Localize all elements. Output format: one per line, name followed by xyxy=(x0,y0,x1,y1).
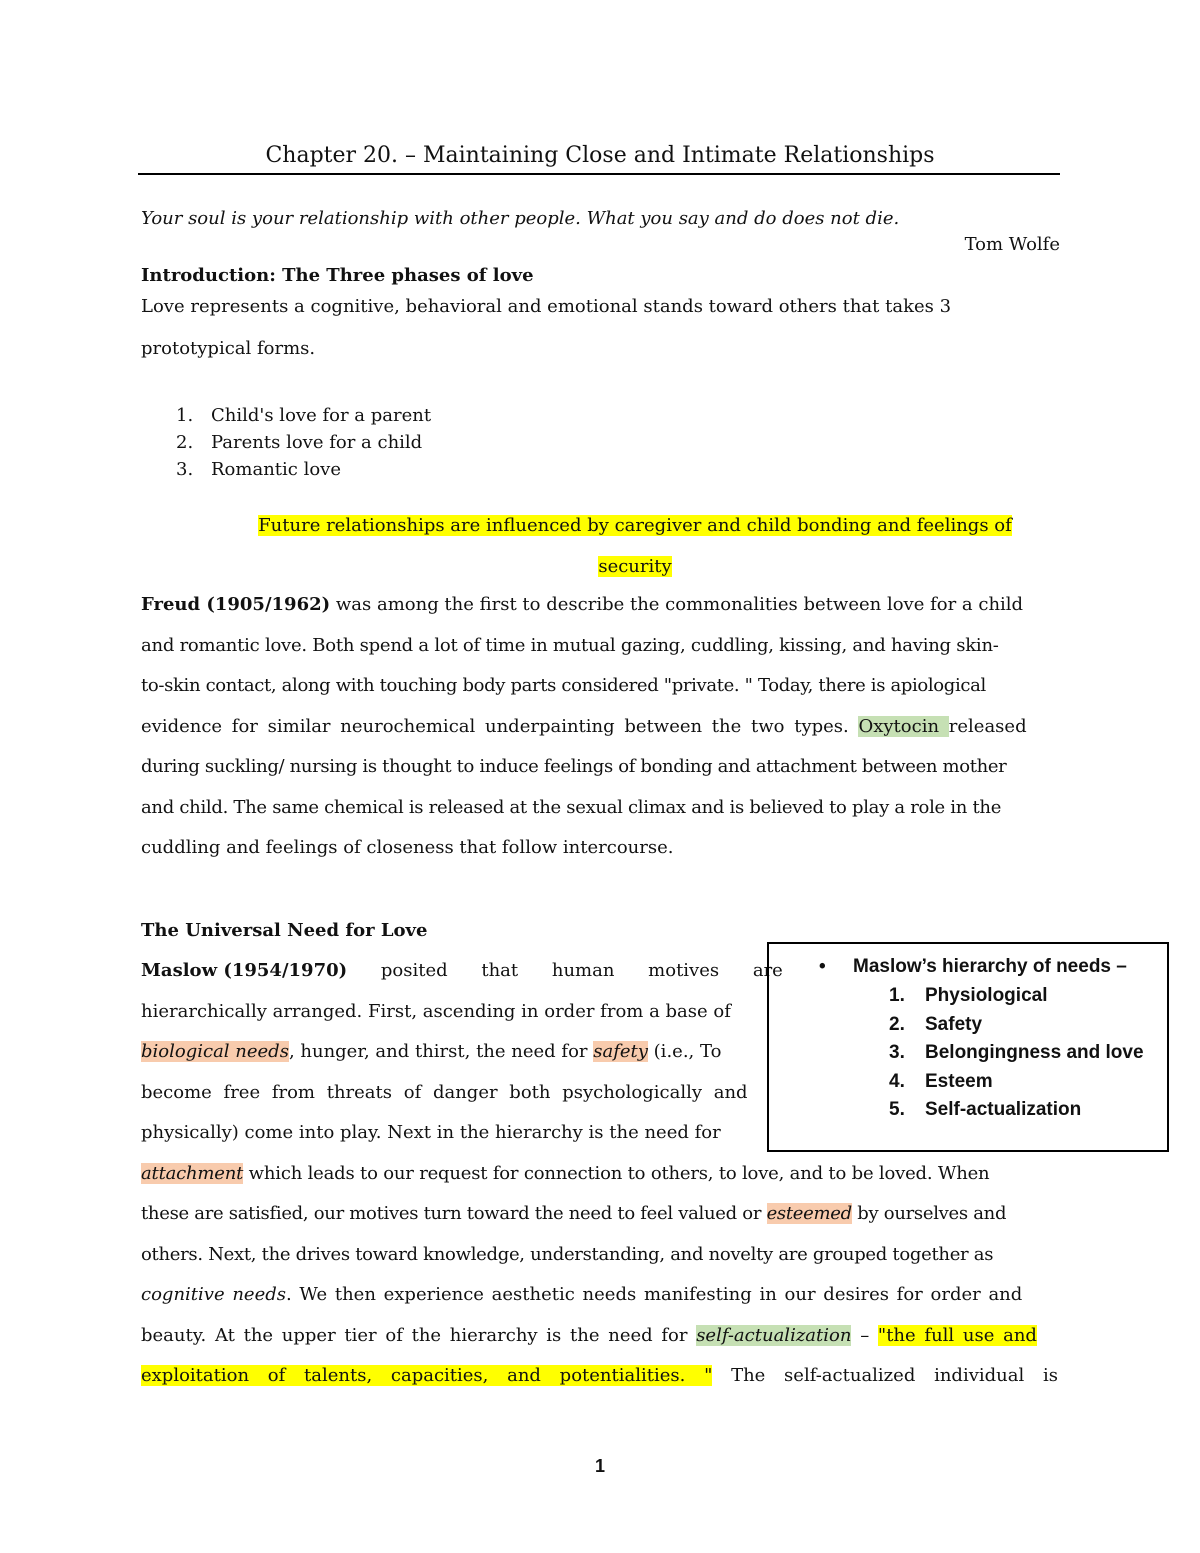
list-item xyxy=(176,429,431,456)
list-item xyxy=(176,402,431,429)
list-number: 1. xyxy=(176,405,194,426)
attachment-highlight: attachment xyxy=(141,1163,244,1184)
freud-line: Freud (1905/1962) was among the first to describe the commonalities between love for a child xyxy=(141,594,1024,615)
title-underline xyxy=(138,173,1060,175)
list-text: Child's love for a parent xyxy=(211,405,432,426)
maslow-line: become free from threats of danger both psychologically and xyxy=(141,1082,748,1103)
freud-line: and child. The same chemical is released at the sexual climax and is believed to play a role in the xyxy=(141,797,1002,818)
epigraph-author: Tom Wolfe xyxy=(964,234,1060,255)
maslow-line: Maslow (1954/1970) posited that human motives are xyxy=(141,960,783,981)
box-title: Maslow’s hierarchy of needs – xyxy=(853,956,1127,977)
maslow-line: cognitive needs. We then experience aesthetic needs manifesting in our desires for order and xyxy=(141,1284,1023,1305)
freud-line: during suckling/ nursing is thought to induce feelings of bonding and attachment between mother xyxy=(141,756,1007,777)
highlighted-statement xyxy=(230,505,1040,587)
hierarchy-item: 3. Belongingness and love xyxy=(889,1042,1144,1063)
freud-line: to-skin contact, along with touching body parts considered "private. " Today, there is apiological xyxy=(141,675,986,696)
hierarchy-item: 4. Esteem xyxy=(889,1071,993,1092)
page-number: 1 xyxy=(594,1456,605,1476)
list-item xyxy=(176,456,431,483)
safety-highlight: safety xyxy=(593,1041,648,1062)
freud-line: and romantic love. Both spend a lot of time in mutual gazing, cuddling, kissing, and having skin- xyxy=(141,635,999,656)
quote-highlight-2: exploitation of talents, capacities, and potentialities. " xyxy=(141,1365,713,1386)
highlight-line-2: security xyxy=(598,556,672,577)
hierarchy-item: 2. Safety xyxy=(889,1014,983,1035)
page-title: Chapter 20. – Maintaining Close and Intimate Relationships xyxy=(265,143,935,168)
hierarchy-item: 1. Physiological xyxy=(889,985,1048,1006)
epigraph-quote: Your soul is your relationship with other people. What you say and do does not die. xyxy=(141,208,900,229)
love-forms-list xyxy=(176,402,431,483)
highlight-line-1: Future relationships are influenced by caregiver and child bonding and feelings of xyxy=(258,515,1012,536)
maslow-line: biological needs, hunger, and thirst, the need for safety (i.e., To xyxy=(141,1041,722,1062)
list-number: 2. xyxy=(176,432,194,453)
list-text: Parents love for a child xyxy=(211,432,423,453)
intro-line-1: Love represents a cognitive, behavioral and emotional stands toward others that takes 3 xyxy=(141,296,952,317)
quote-highlight-1: "the full use and xyxy=(877,1325,1037,1346)
maslow-line: beauty. At the upper tier of the hierarchy is the need for self-actualization – "the full use and xyxy=(141,1325,1037,1346)
list-text: Romantic love xyxy=(211,459,341,480)
intro-heading: Introduction: The Three phases of love xyxy=(141,265,534,286)
maslow-line: attachment which leads to our request for connection to others, to love, and to be loved. When xyxy=(141,1163,990,1184)
intro-line-2: prototypical forms. xyxy=(141,338,316,359)
oxytocin-highlight: Oxytocin xyxy=(858,716,949,737)
freud-line: cuddling and feelings of closeness that follow intercourse. xyxy=(141,837,674,858)
esteemed-highlight: esteemed xyxy=(766,1203,852,1224)
bullet-icon: • xyxy=(819,956,826,977)
maslow-line: physically) come into play. Next in the hierarchy is the need for xyxy=(141,1122,721,1143)
maslow-line: these are satisfied, our motives turn toward the need to feel valued or esteemed by ourselves and xyxy=(141,1203,1007,1224)
list-number: 3. xyxy=(176,459,194,480)
maslow-line: hierarchically arranged. First, ascending in order from a base of xyxy=(141,1001,731,1022)
cognitive-needs-term: cognitive needs xyxy=(141,1284,286,1305)
hierarchy-item: 5. Self-actualization xyxy=(889,1099,1082,1120)
biological-needs-highlight: biological needs xyxy=(141,1041,289,1062)
maslow-line: others. Next, the drives toward knowledge, understanding, and novelty are grouped together as xyxy=(141,1244,994,1265)
freud-citation: Freud (1905/1962) xyxy=(141,594,331,615)
self-actualization-highlight: self-actualization xyxy=(696,1325,852,1346)
freud-line: evidence for similar neurochemical underpainting between the two types. Oxytocin released xyxy=(141,716,1027,737)
maslow-hierarchy-box xyxy=(767,942,1169,1152)
maslow-line: exploitation of talents, capacities, and potentialities. " The self-actualized individual is xyxy=(141,1365,1058,1386)
maslow-citation: Maslow (1954/1970) xyxy=(141,960,348,981)
universal-heading: The Universal Need for Love xyxy=(141,920,428,941)
